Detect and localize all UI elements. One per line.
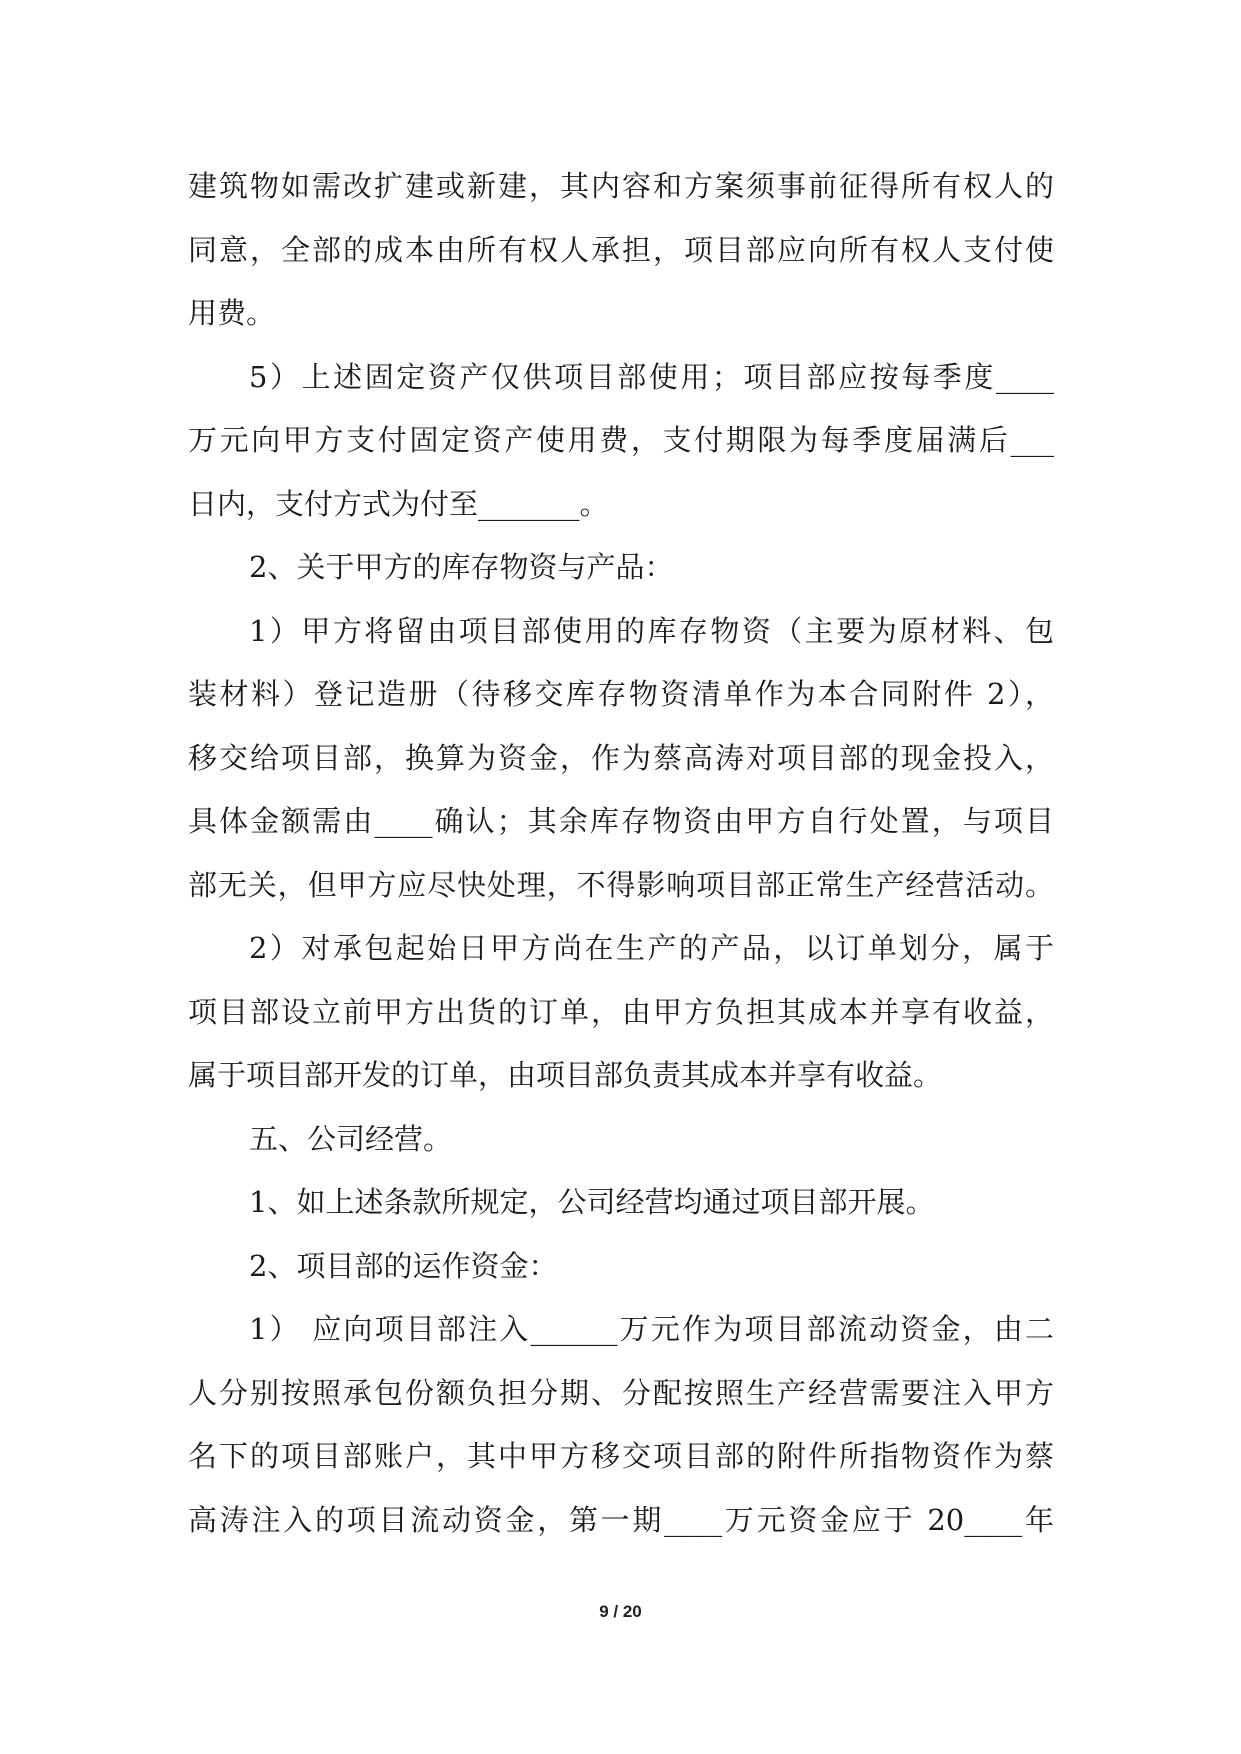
page-number: 9 / 20 — [599, 1602, 642, 1621]
text-line: 项目部设立前甲方出货的订单，由甲方负担其成本并享有收益， — [188, 994, 1054, 1029]
text-line: 属于项目部开发的订单，由项目部负责其成本并享有收益。 — [188, 1058, 943, 1092]
text-line: 2、关于甲方的库存物资与产品： — [249, 550, 674, 584]
text-line: 高涛注入的项目流动资金，第一期____万元资金应于 20____年 — [188, 1502, 1054, 1537]
text-line: 日内，支付方式为付至_______。 — [188, 486, 609, 521]
text-line: 部无关，但甲方应尽快处理，不得影响项目部正常生产经营活动。 — [188, 867, 1054, 902]
text-line: 五、公司经营。 — [249, 1121, 453, 1156]
text-line: 移交给项目部，换算为资金，作为蔡高涛对项目部的现金投入， — [188, 740, 1054, 775]
text-line: 用费。 — [188, 296, 276, 330]
text-line: 同意，全部的成本由所有权人承担，项目部应向所有权人支付使 — [188, 232, 1054, 267]
text-line: 1） 应向项目部注入______万元作为项目部流动资金，由二 — [249, 1312, 1054, 1346]
text-line: 人分别按照承包份额负担分期、分配按照生产经营需要注入甲方 — [188, 1375, 1054, 1410]
text-line: 2、项目部的运作资金： — [249, 1248, 558, 1283]
document-body — [188, 155, 1054, 1552]
text-line: 万元向甲方支付固定资产使用费，支付期限为每季度届满后___ — [188, 423, 1054, 457]
text-line: 1、如上述条款所规定，公司经营均通过项目部开展。 — [249, 1185, 935, 1219]
text-line: 具体金额需由____确认；其余库存物资由甲方自行处置，与项目 — [188, 804, 1054, 838]
text-line: 建筑物如需改扩建或新建，其内容和方案须事前征得所有权人的 — [188, 169, 1054, 203]
text-line: 名下的项目部账户，其中甲方移交项目部的附件所指物资作为蔡 — [188, 1439, 1054, 1473]
text-line: 1）甲方将留由项目部使用的库存物资（主要为原材料、包 — [249, 613, 1054, 648]
text-line: 装材料）登记造册（待移交库存物资清单作为本合同附件 2）， — [188, 677, 1054, 711]
text-line: 2）对承包起始日甲方尚在生产的产品，以订单划分，属于 — [249, 931, 1054, 965]
text-line: 5）上述固定资产仅供项目部使用；项目部应按每季度____ — [249, 359, 1054, 394]
